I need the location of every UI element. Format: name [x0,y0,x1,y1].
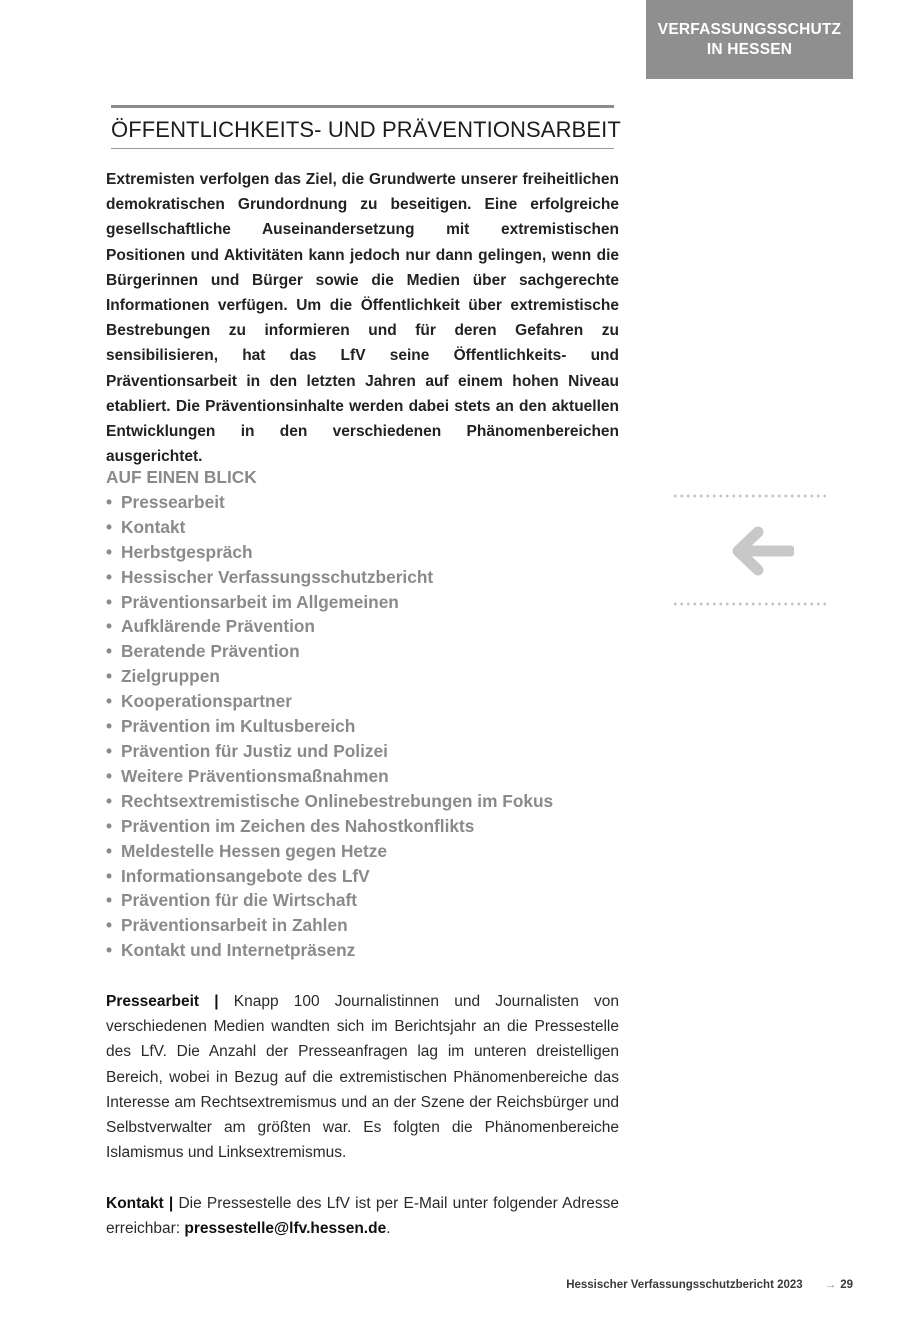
bullet-icon: • [106,641,113,662]
at-a-glance-item [106,839,626,864]
at-a-glance-item [106,864,626,889]
bullet-icon: • [106,915,113,936]
at-a-glance-item-label: Prävention für Justiz und Polizei [121,740,388,761]
at-a-glance-item-label: Informationsangebote des LfV [121,865,370,886]
bullet-icon: • [106,666,113,687]
kontakt-label: Kontakt | [106,1195,174,1212]
pressearbeit-text: Knapp 100 Journalistinnen und Journalisten von verschiedenen Medien wandten sich im Berichtsjahr an die Pressestelle des LfV. Die Anzahl der Presseanfragen lag im unteren dreistelligen Bereich, wobei in Bezug auf die extremistischen Phänomenbereiche das Interesse am Rechtsextremismus und an der Szene der Reichsbürger und Selbstverwalter am größten war. Es folgten die Phänomenbereiche Islamismus und Linksextremismus. [106,993,619,1162]
at-a-glance-item [106,614,626,639]
at-a-glance-item [106,664,626,689]
at-a-glance-box [106,465,626,963]
at-a-glance-item-label: Kontakt [121,516,186,537]
section-header-tab [646,0,853,79]
at-a-glance-item-label: Meldestelle Hessen gegen Hetze [121,840,388,861]
kontakt-text: Die Pressestelle des LfV ist per E-Mail unter folgender Adresse erreichbar: [106,1195,619,1238]
at-a-glance-item [106,689,626,714]
at-a-glance-item-label: Prävention im Kultusbereich [121,716,356,737]
pressearbeit-paragraph [106,989,619,1165]
at-a-glance-item [106,590,626,615]
footer-report-title: Hessischer Verfassungsschutzbericht 2023 [566,1279,803,1291]
at-a-glance-item-label: Prävention im Zeichen des Nahostkonflikts [121,815,475,836]
bullet-icon: • [106,491,113,512]
pressearbeit-label: Pressearbeit | [106,993,219,1010]
kontakt-paragraph [106,1191,619,1241]
intro-paragraph: Extremisten verfolgen das Ziel, die Grundwerte unserer freiheitlichen demokratischen Grundordnung zu beseitigen. Eine erfolgreiche gesellschaftliche Auseinandersetzung mit extremistischen Positionen und Aktivitäten kann jedoch nur dann gelingen, wenn die Bürgerinnen und Bürger sowie die Medien über sachgerechte Informationen verfügen. Um die Öffentlichkeit über extremistische Bestrebungen zu informieren und für deren Gefahren zu sensibilisieren, hat das LfV seine Öffentlichkeits- und Präventionsarbeit in den letzten Jahren auf einem hohen Niveau etabliert. Die Präventionsinhalte werden dabei stets an den aktuellen Entwicklungen in den verschiedenen Phänomenbereichen ausgerichtet. [106,171,619,466]
at-a-glance-item [106,814,626,839]
at-a-glance-item-label: Prävention für die Wirtschaft [121,890,358,911]
at-a-glance-item [106,913,626,938]
bullet-icon: • [106,890,113,911]
at-a-glance-item-label: Hessischer Verfassungsschutzbericht [121,566,434,587]
chapter-title: ÖFFENTLICHKEITS- UND PRÄVENTIONSARBEIT [111,117,621,142]
bullet-icon: • [106,566,113,587]
at-a-glance-item [106,639,626,664]
bullet-icon: • [106,616,113,637]
bullet-icon: • [106,865,113,886]
at-a-glance-item-label: Präventionsarbeit in Zahlen [121,915,348,936]
bullet-icon: • [106,591,113,612]
at-a-glance-item [106,938,626,963]
page-footer [540,1279,853,1291]
bullet-icon: • [106,940,113,961]
press-email-link[interactable]: pressestelle@lfv.hessen.de [184,1220,387,1238]
at-a-glance-list [106,490,626,963]
bullet-icon: • [106,691,113,712]
at-a-glance-item-label: Aufklärende Prävention [121,616,315,637]
arrow-right-icon: → [824,1279,837,1291]
at-a-glance-item-label: Herbstgespräch [121,541,253,562]
header-line-2: IN HESSEN [706,40,793,58]
at-a-glance-item-label: Beratende Prävention [121,641,300,662]
at-a-glance-item [106,739,626,764]
bullet-icon: • [106,765,113,786]
page-number: 29 [840,1279,853,1291]
bullet-icon: • [106,840,113,861]
dotted-divider-top [672,494,826,498]
at-a-glance-item-label: Rechtsextremistische Onlinebestrebungen im Fokus [121,790,554,811]
arrow-left-icon [728,526,794,576]
dotted-divider-bottom [672,602,826,606]
kontakt-period: . [386,1220,391,1238]
at-a-glance-item-label: Zielgruppen [121,666,220,687]
at-a-glance-item-label: Weitere Präventionsmaßnahmen [121,765,389,786]
chapter-title-block [111,105,621,149]
at-a-glance-item [106,540,626,565]
at-a-glance-item-label: Präventionsarbeit im Allgemeinen [121,591,399,612]
at-a-glance-item [106,565,626,590]
bullet-icon: • [106,541,113,562]
at-a-glance-item-label: Kontakt und Internetpräsenz [121,940,356,961]
header-line-1: VERFASSUNGSSCHUTZ [657,20,842,38]
at-a-glance-item [106,714,626,739]
at-a-glance-item [106,888,626,913]
at-a-glance-item-label: Pressearbeit [121,491,225,512]
bullet-icon: • [106,740,113,761]
at-a-glance-item [106,764,626,789]
at-a-glance-item [106,515,626,540]
at-a-glance-item-label: Kooperationspartner [121,691,292,712]
bullet-icon: • [106,516,113,537]
at-a-glance-title: AUF EINEN BLICK [106,467,257,487]
bullet-icon: • [106,790,113,811]
at-a-glance-item [106,490,626,515]
bullet-icon: • [106,815,113,836]
bullet-icon: • [106,716,113,737]
at-a-glance-item [106,789,626,814]
